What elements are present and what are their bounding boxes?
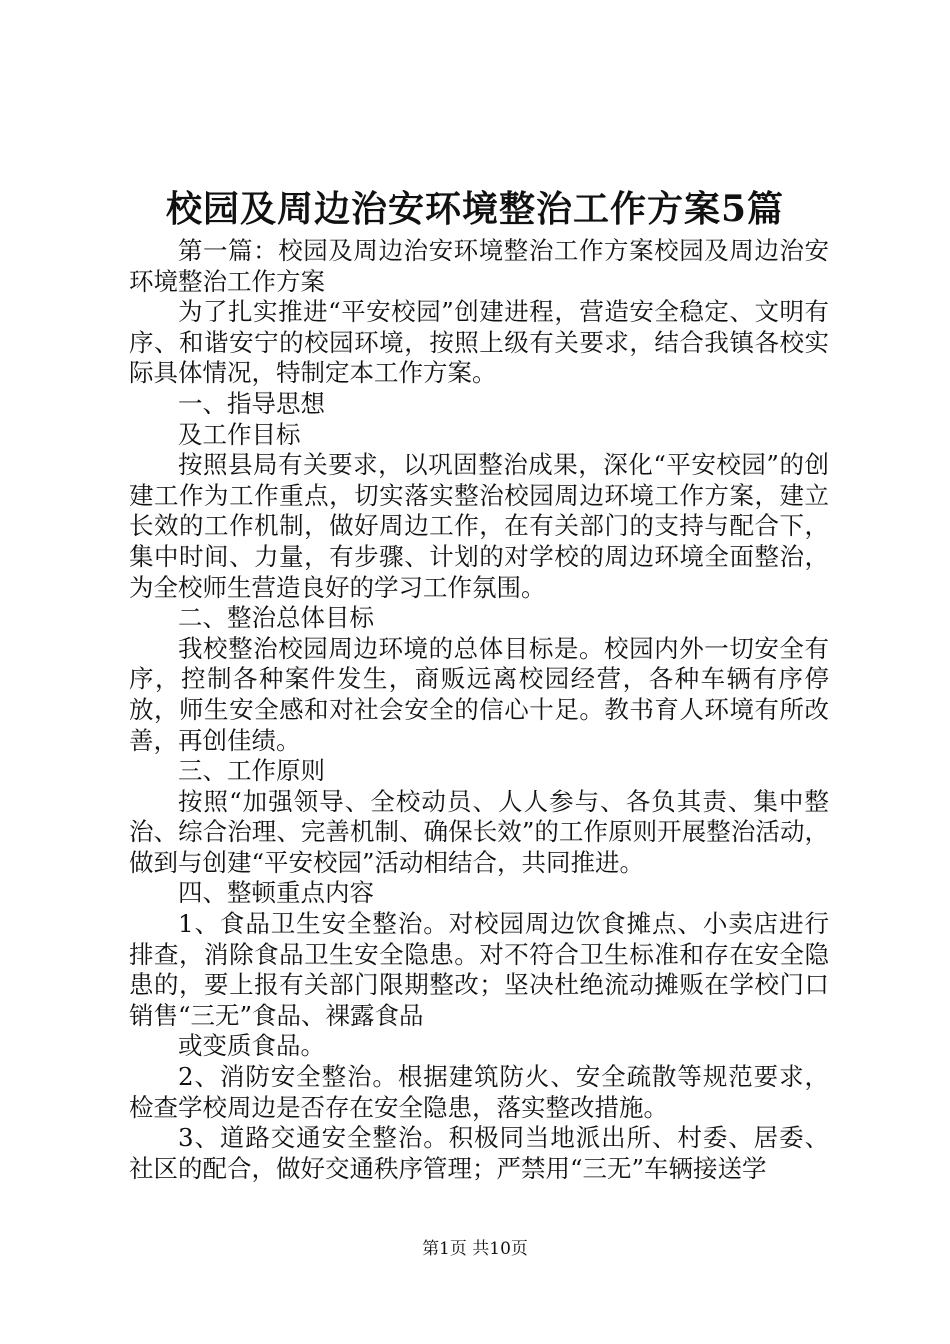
section-heading: 一、指导思想 (178, 388, 325, 418)
page-number-footer: 第1页 共10页 (422, 1239, 528, 1259)
document-body (129, 236, 829, 1184)
section-heading: 及工作目标 (178, 419, 301, 449)
section-heading: 三、工作原则 (178, 756, 325, 786)
section-heading: 二、整治总体目标 (178, 603, 374, 633)
section-heading: 四、整顿重点内容 (178, 878, 374, 908)
paragraph: 1、食品卫生安全整治。对校园周边饮食摊点、小卖店进行排查，消除食品卫生安全隐患。对不符合卫生标准和存在安全隐患的，要上报有关部门限期整改；坚决杜绝流动摊贩在学校门口销售“三无”食品、裸露食品 (129, 909, 829, 1030)
paragraph: 按照县局有关要求，以巩固整治成果，深化“平安校园”的创建工作为工作重点，切实落实整治校园周边环境工作方案，建立长效的工作机制，做好周边工作，在有关部门的支持与配合下，集中时间、力量，有步骤、计划的对学校的周边环境全面整治，为全校师生营造良好的学习工作氛围。 (129, 450, 829, 602)
paragraph: 我校整治校园周边环境的总体目标是。校园内外一切安全有序，控制各种案件发生，商贩远离校园经营，各种车辆有序停放，师生安全感和对社会安全的信心十足。教书育人环境有所改善，再创佳绩。 (129, 633, 829, 755)
document-title: 校园及周边治安环境整治工作方案5篇 (165, 188, 785, 230)
paragraph: 3、道路交通安全整治。积极同当地派出所、村委、居委、社区的配合，做好交通秩序管理；严禁用“三无”车辆接送学 (129, 1123, 829, 1183)
paragraph: 按照“加强领导、全校动员、人人参与、各负其责、集中整治、综合治理、完善机制、确保长效”的工作原则开展整治活动，做到与创建“平安校园”活动相结合，共同推进。 (129, 786, 829, 877)
paragraph: 第一篇：校园及周边治安环境整治工作方案校园及周边治安环境整治工作方案 (129, 236, 829, 296)
paragraph: 2、消防安全整治。根据建筑防火、安全疏散等规范要求，检查学校周边是否存在安全隐患，落实整改措施。 (129, 1062, 829, 1122)
paragraph: 为了扎实推进“平安校园”创建进程，营造安全稳定、文明有序、和谐安宁的校园环境，按照上级有关要求，结合我镇各校实际具体情况，特制定本工作方案。 (129, 297, 829, 388)
paragraph: 或变质食品。 (178, 1031, 325, 1061)
